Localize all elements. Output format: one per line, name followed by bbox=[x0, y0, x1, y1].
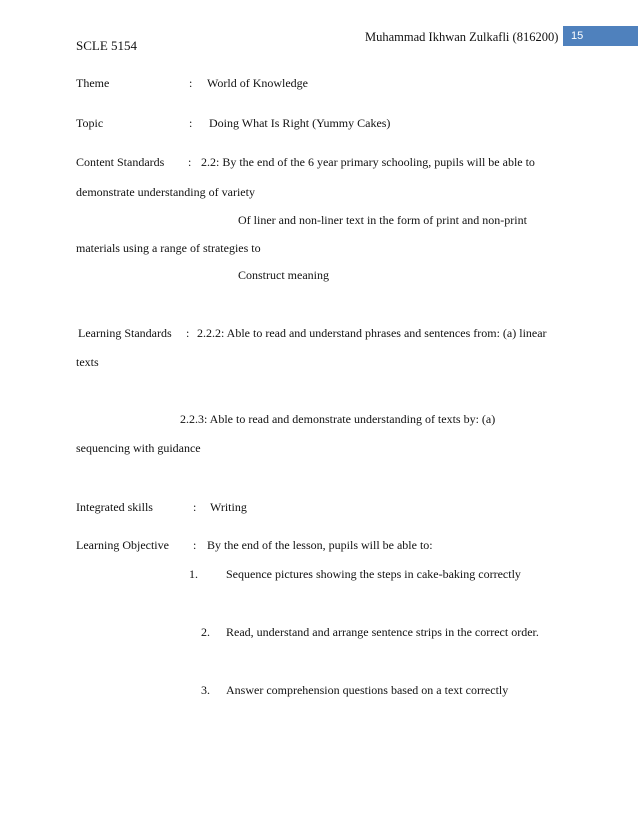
learning-objective-label: Learning Objective bbox=[76, 538, 169, 552]
content-standards-line-4: materials using a range of strategies to bbox=[76, 241, 261, 255]
topic-value: Doing What Is Right (Yummy Cakes) bbox=[209, 116, 391, 130]
page-number: 15 bbox=[563, 26, 638, 46]
content-standards-line-1: 2.2: By the end of the 6 year primary schooling, pupils will be able to bbox=[201, 155, 535, 169]
integrated-skills-label: Integrated skills bbox=[76, 500, 153, 514]
learning-objective-separator: : bbox=[193, 538, 197, 552]
objective-number: 3. bbox=[201, 683, 210, 697]
learning-standards-label: Learning Standards bbox=[78, 326, 172, 340]
author-name: Muhammad Ikhwan Zulkafli (816200) bbox=[365, 30, 559, 44]
objective-number: 1. bbox=[189, 567, 198, 581]
theme-separator: : bbox=[189, 76, 193, 90]
objective-number: 2. bbox=[201, 625, 210, 639]
topic-separator: : bbox=[189, 116, 193, 130]
learning-standards-line-3: 2.2.3: Able to read and demonstrate understanding of texts by: (a) bbox=[180, 412, 496, 426]
content-standards-line-2: demonstrate understanding of variety bbox=[76, 185, 255, 199]
learning-objective-intro: By the end of the lesson, pupils will be able to: bbox=[207, 538, 433, 552]
integrated-skills-separator: : bbox=[193, 500, 197, 514]
content-standards-label: Content Standards bbox=[76, 155, 165, 169]
objective-text: Sequence pictures showing the steps in cake-baking correctly bbox=[226, 567, 521, 581]
theme-value: World of Knowledge bbox=[207, 76, 309, 90]
learning-standards-line-4: sequencing with guidance bbox=[76, 441, 201, 455]
course-code: SCLE 5154 bbox=[76, 38, 138, 53]
content-standards-line-3: Of liner and non-liner text in the form of print and non-print bbox=[238, 213, 527, 227]
objective-text: Read, understand and arrange sentence strips in the correct order. bbox=[226, 625, 539, 639]
learning-standards-line-2: texts bbox=[76, 355, 99, 369]
integrated-skills-value: Writing bbox=[210, 500, 247, 514]
learning-standards-line-1: 2.2.2: Able to read and understand phrases and sentences from: (a) linear bbox=[197, 326, 547, 340]
theme-label: Theme bbox=[76, 76, 110, 90]
objective-text: Answer comprehension questions based on a text correctly bbox=[226, 683, 509, 697]
content-standards-line-5: Construct meaning bbox=[238, 268, 329, 282]
learning-standards-separator: : bbox=[186, 326, 190, 340]
topic-label: Topic bbox=[76, 116, 104, 130]
content-standards-separator: : bbox=[188, 155, 192, 169]
